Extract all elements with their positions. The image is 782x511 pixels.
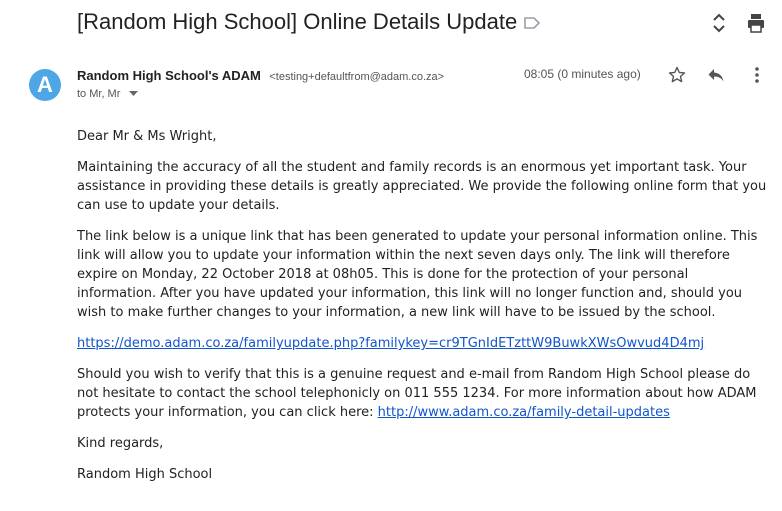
more-vert-icon[interactable] <box>748 66 766 84</box>
subject-row <box>0 0 782 44</box>
timestamp: 08:05 (0 minutes ago) <box>524 67 641 81</box>
star-icon[interactable] <box>668 66 686 84</box>
body-paragraph: The link below is a unique link that has been generated to update your personal information online. This link will allow you to update your information within the next seven days only. The link will therefore expire on Monday, 22 October 2018 at 08h05. This is done for the protection of your personal information. After you have updated your information, this link will no longer function and, should you wish to make further changes to your information, a new link will have to be issued by the school. <box>77 229 758 320</box>
expand-collapse-icon[interactable] <box>709 12 729 34</box>
recipients-line[interactable] <box>77 88 138 100</box>
sender-name[interactable]: Random High School's ADAM <box>77 68 261 83</box>
recipients-text: to Mr, Mr <box>77 88 121 100</box>
closing: Kind regards, <box>77 436 164 451</box>
update-link-paragraph <box>77 334 767 353</box>
verify-text: Should you wish to verify that this is a genuine request and e-mail from Random High School please do not hesitate to contact the school telephonicly on 011 555 1234. For more information about how ADAM protects your information, you can click here: <box>77 367 757 420</box>
greeting: Dear Mr & Ms Wright, <box>77 129 217 144</box>
email-body <box>77 127 767 496</box>
sender-email: <testing+defaultfrom@adam.co.za> <box>269 71 445 83</box>
chevron-down-icon[interactable] <box>129 91 138 97</box>
body-paragraph: Maintaining the accuracy of all the student and family records is an enormous yet important task. Your assistance in providing these details is greatly appreciated. We provide the following online form that you can use to update your details. <box>77 160 767 213</box>
update-details-link[interactable]: https://demo.adam.co.za/familyupdate.php?familykey=cr9TGnIdETzttW9BuwkXWsOwvud4D4mj <box>77 336 705 351</box>
body-paragraph <box>77 365 767 422</box>
signature: Random High School <box>77 467 213 482</box>
avatar <box>29 69 61 101</box>
reply-icon[interactable] <box>707 66 725 84</box>
avatar-letter: A <box>37 72 53 97</box>
family-detail-updates-link[interactable]: http://www.adam.co.za/family-detail-updates <box>377 405 670 420</box>
subject-text: [Random High School] Online Details Update <box>77 9 518 34</box>
print-icon[interactable] <box>746 12 766 34</box>
label-icon[interactable] <box>523 16 541 30</box>
email-subject <box>77 8 541 36</box>
sender-line <box>77 67 444 85</box>
